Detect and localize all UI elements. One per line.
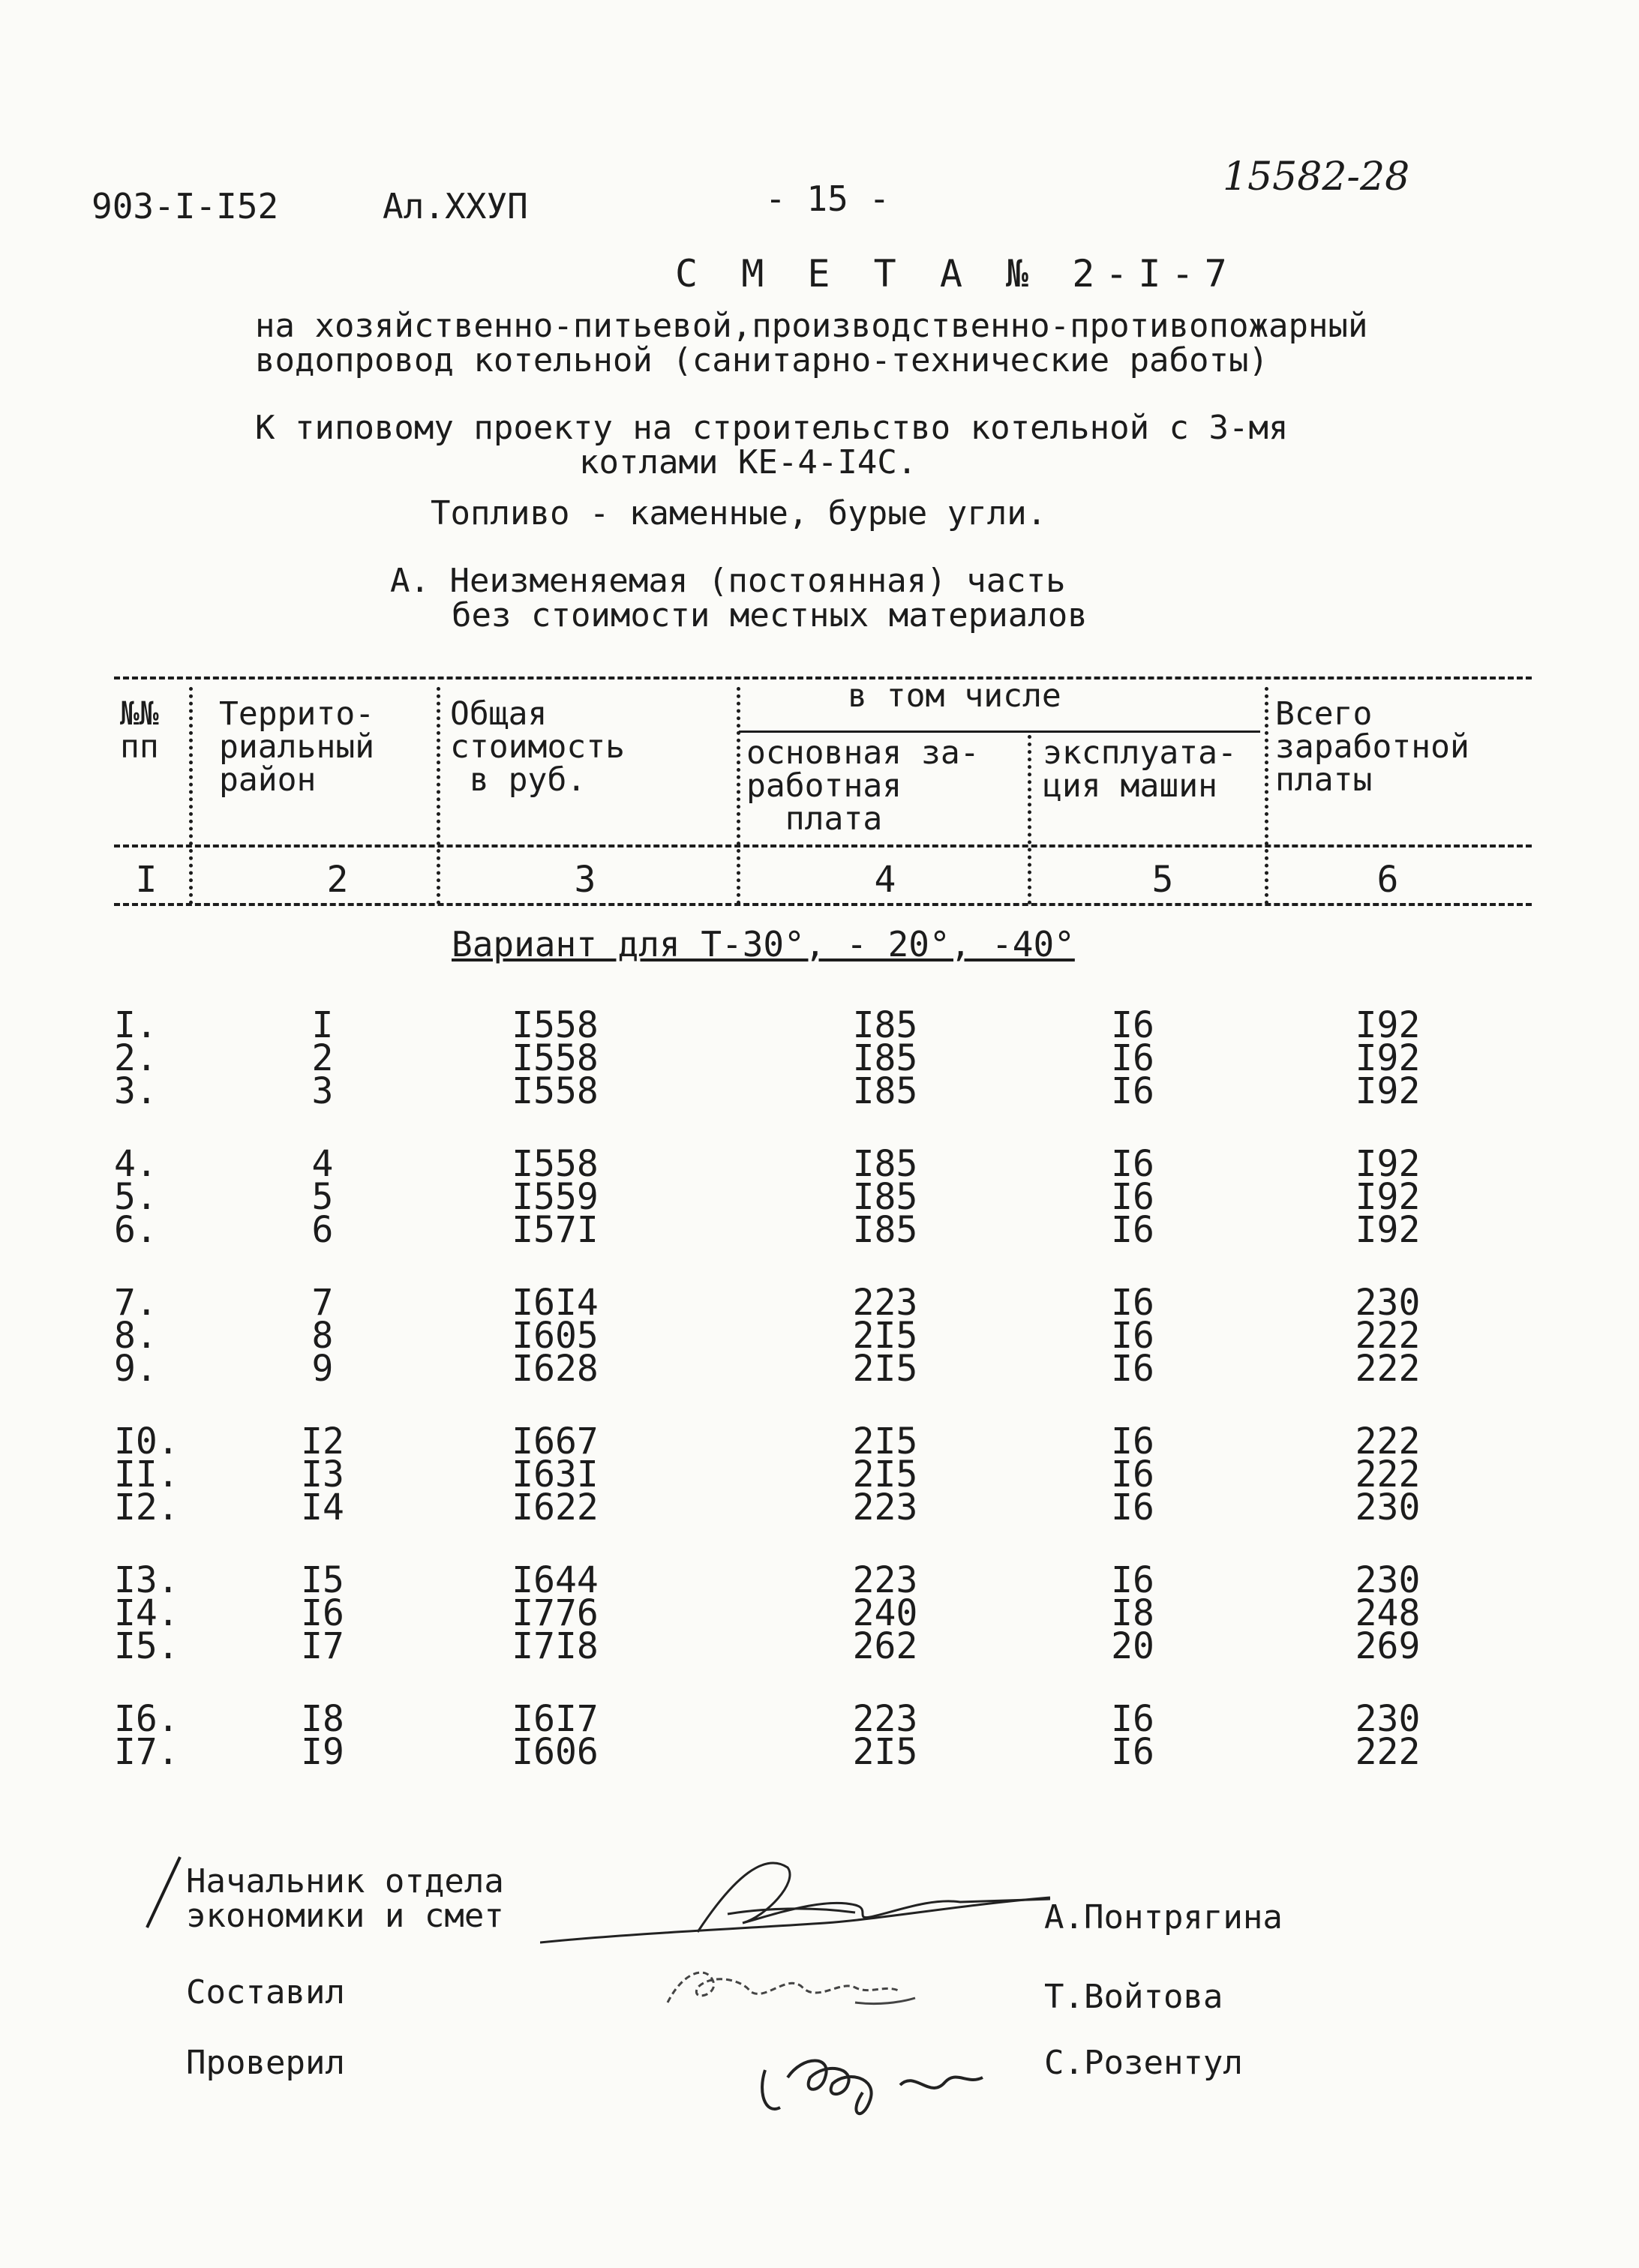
col-divider-5 bbox=[1265, 687, 1268, 904]
signature-head bbox=[540, 1845, 1065, 1965]
basic-wage-cell: I85 bbox=[852, 1004, 918, 1046]
doc-code: 903-I-I52 bbox=[92, 186, 279, 226]
total-cost-cell: I558 bbox=[512, 1143, 599, 1185]
total-cost-cell: I776 bbox=[512, 1592, 599, 1634]
variant-caption: Вариант для Т-30°, - 20°, -40° bbox=[452, 924, 1075, 964]
basic-wage-cell: I85 bbox=[852, 1209, 918, 1251]
row-number-cell: II. bbox=[114, 1454, 179, 1496]
region-cell: I6 bbox=[301, 1592, 344, 1634]
header-row-number: №№ пп bbox=[120, 695, 159, 766]
machine-operation-cell: I6 bbox=[1111, 1209, 1154, 1251]
col-divider-4 bbox=[1028, 735, 1031, 904]
region-cell: 8 bbox=[311, 1315, 334, 1357]
total-cost-cell: I622 bbox=[512, 1486, 599, 1528]
machine-operation-cell: I6 bbox=[1111, 1731, 1154, 1773]
row-number-cell: I5. bbox=[114, 1625, 179, 1667]
total-wages-cell: I92 bbox=[1355, 1176, 1421, 1218]
row-number-cell: I6. bbox=[114, 1698, 179, 1740]
total-wages-cell: 222 bbox=[1355, 1420, 1421, 1462]
header-territorial-region: Террито- риальный район bbox=[219, 695, 375, 799]
total-wages-cell: 222 bbox=[1355, 1454, 1421, 1496]
region-cell: I8 bbox=[301, 1698, 344, 1740]
col-divider-3 bbox=[737, 687, 740, 904]
header-bottom-rule bbox=[114, 903, 1532, 906]
machine-operation-cell: I6 bbox=[1111, 1004, 1154, 1046]
row-number-cell: I4. bbox=[114, 1592, 179, 1634]
corner-mark bbox=[141, 1852, 186, 1935]
column-number-2: 2 bbox=[326, 859, 349, 901]
head-role-line-2: экономики и смет bbox=[186, 1897, 504, 1935]
table-top-rule bbox=[114, 676, 1532, 680]
total-cost-cell: I559 bbox=[512, 1176, 599, 1218]
region-cell: 5 bbox=[311, 1176, 334, 1218]
total-wages-cell: I92 bbox=[1355, 1004, 1421, 1046]
machine-operation-cell: I6 bbox=[1111, 1070, 1154, 1112]
total-cost-cell: I558 bbox=[512, 1037, 599, 1079]
project-line-2: котлами КЕ-4-I4С. bbox=[579, 443, 917, 482]
total-cost-cell: I558 bbox=[512, 1070, 599, 1112]
region-cell: I5 bbox=[301, 1559, 344, 1601]
section-line-2: без стоимости местных материалов bbox=[452, 596, 1088, 634]
checked-label: Проверил bbox=[186, 2044, 345, 2082]
total-wages-cell: 269 bbox=[1355, 1625, 1421, 1667]
row-number-cell: I3. bbox=[114, 1559, 179, 1601]
basic-wage-cell: I85 bbox=[852, 1037, 918, 1079]
row-number-cell: I. bbox=[114, 1004, 158, 1046]
row-number-cell: 5. bbox=[114, 1176, 158, 1218]
total-wages-cell: I92 bbox=[1355, 1037, 1421, 1079]
column-number-3: 3 bbox=[574, 859, 596, 901]
document-title: С М Е Т А № 2-I-7 bbox=[675, 252, 1238, 296]
total-cost-cell: I6I4 bbox=[512, 1282, 599, 1324]
signature-compiler bbox=[660, 1950, 930, 2018]
row-number-cell: 7. bbox=[114, 1282, 158, 1324]
total-wages-cell: 230 bbox=[1355, 1698, 1421, 1740]
total-wages-cell: 248 bbox=[1355, 1592, 1421, 1634]
region-cell: 2 bbox=[311, 1037, 334, 1079]
col-divider-1 bbox=[189, 687, 193, 904]
basic-wage-cell: 223 bbox=[852, 1559, 918, 1601]
basic-wage-cell: 2I5 bbox=[852, 1454, 918, 1496]
total-cost-cell: I605 bbox=[512, 1315, 599, 1357]
section-line-1: А. Неизменяемая (постоянная) часть bbox=[390, 562, 1066, 600]
project-line-1: К типовому проекту на строительство котельной с 3-мя bbox=[255, 409, 1289, 447]
total-wages-cell: 222 bbox=[1355, 1315, 1421, 1357]
machine-operation-cell: I6 bbox=[1111, 1454, 1154, 1496]
header-machine-operation: эксплуата- ция машин bbox=[1043, 734, 1237, 805]
head-name: А.Понтрягина bbox=[1044, 1898, 1283, 1936]
total-cost-cell: I63I bbox=[512, 1454, 599, 1496]
head-role-line-1: Начальник отдела bbox=[186, 1862, 504, 1900]
region-cell: I3 bbox=[301, 1454, 344, 1496]
sheet-number: 15582-28 bbox=[1223, 154, 1410, 200]
region-cell: I4 bbox=[301, 1486, 344, 1528]
region-cell: 3 bbox=[311, 1070, 334, 1112]
machine-operation-cell: I6 bbox=[1111, 1143, 1154, 1185]
total-cost-cell: I57I bbox=[512, 1209, 599, 1251]
header-mid-rule bbox=[114, 844, 1532, 848]
region-cell: I2 bbox=[301, 1420, 344, 1462]
machine-operation-cell: I6 bbox=[1111, 1176, 1154, 1218]
row-number-cell: 2. bbox=[114, 1037, 158, 1079]
region-cell: 4 bbox=[311, 1143, 334, 1185]
basic-wage-cell: 223 bbox=[852, 1486, 918, 1528]
row-number-cell: 8. bbox=[114, 1315, 158, 1357]
total-wages-cell: 222 bbox=[1355, 1348, 1421, 1390]
total-wages-cell: I92 bbox=[1355, 1209, 1421, 1251]
machine-operation-cell: I6 bbox=[1111, 1486, 1154, 1528]
header-total-wages: Всего заработной платы bbox=[1275, 695, 1469, 799]
album-number: Ал.XXУП bbox=[383, 186, 528, 226]
column-number-5: 5 bbox=[1151, 859, 1174, 901]
region-cell: I bbox=[311, 1004, 334, 1046]
row-number-cell: I0. bbox=[114, 1420, 179, 1462]
fuel-line: Топливо - каменные, бурые угли. bbox=[431, 494, 1047, 532]
basic-wage-cell: I85 bbox=[852, 1143, 918, 1185]
basic-wage-cell: 262 bbox=[852, 1625, 918, 1667]
machine-operation-cell: I8 bbox=[1111, 1592, 1154, 1634]
basic-wage-cell: 2I5 bbox=[852, 1315, 918, 1357]
total-wages-cell: 222 bbox=[1355, 1731, 1421, 1773]
compiled-label: Составил bbox=[186, 1973, 345, 2012]
subtitle-line-2: водопровод котельной (санитарно-технические работы) bbox=[255, 341, 1269, 380]
header-basic-wage: основная за- работная плата bbox=[746, 734, 980, 838]
checked-name: С.Розентул bbox=[1044, 2044, 1243, 2082]
machine-operation-cell: I6 bbox=[1111, 1698, 1154, 1740]
total-wages-cell: I92 bbox=[1355, 1143, 1421, 1185]
subtitle-line-1: на хозяйственно-питьевой,производственно-противопожарный bbox=[255, 307, 1368, 345]
column-number-4: 4 bbox=[874, 859, 896, 901]
total-cost-cell: I667 bbox=[512, 1420, 599, 1462]
total-cost-cell: I606 bbox=[512, 1731, 599, 1773]
total-wages-cell: 230 bbox=[1355, 1486, 1421, 1528]
basic-wage-cell: 223 bbox=[852, 1282, 918, 1324]
total-cost-cell: I644 bbox=[512, 1559, 599, 1601]
row-number-cell: 3. bbox=[114, 1070, 158, 1112]
compiled-name: Т.Войтова bbox=[1044, 1978, 1223, 2016]
region-cell: I7 bbox=[301, 1625, 344, 1667]
group-underline bbox=[739, 730, 1260, 733]
region-cell: 6 bbox=[311, 1209, 334, 1251]
total-cost-cell: I7I8 bbox=[512, 1625, 599, 1667]
basic-wage-cell: 2I5 bbox=[852, 1731, 918, 1773]
machine-operation-cell: I6 bbox=[1111, 1348, 1154, 1390]
column-number-6: 6 bbox=[1376, 859, 1399, 901]
basic-wage-cell: 240 bbox=[852, 1592, 918, 1634]
machine-operation-cell: I6 bbox=[1111, 1282, 1154, 1324]
row-number-cell: 9. bbox=[114, 1348, 158, 1390]
machine-operation-cell: I6 bbox=[1111, 1037, 1154, 1079]
col-divider-2 bbox=[437, 687, 440, 904]
region-cell: I9 bbox=[301, 1731, 344, 1773]
row-number-cell: 6. bbox=[114, 1209, 158, 1251]
region-cell: 7 bbox=[311, 1282, 334, 1324]
total-cost-cell: I628 bbox=[512, 1348, 599, 1390]
machine-operation-cell: I6 bbox=[1111, 1420, 1154, 1462]
total-cost-cell: I558 bbox=[512, 1004, 599, 1046]
region-cell: 9 bbox=[311, 1348, 334, 1390]
column-number-1: I bbox=[135, 859, 158, 901]
machine-operation-cell: I6 bbox=[1111, 1559, 1154, 1601]
row-number-cell: 4. bbox=[114, 1143, 158, 1185]
total-wages-cell: 230 bbox=[1355, 1282, 1421, 1324]
basic-wage-cell: I85 bbox=[852, 1176, 918, 1218]
total-cost-cell: I6I7 bbox=[512, 1698, 599, 1740]
row-number-cell: I7. bbox=[114, 1731, 179, 1773]
row-number-cell: I2. bbox=[114, 1486, 179, 1528]
basic-wage-cell: I85 bbox=[852, 1070, 918, 1112]
machine-operation-cell: I6 bbox=[1111, 1315, 1154, 1357]
basic-wage-cell: 2I5 bbox=[852, 1348, 918, 1390]
basic-wage-cell: 2I5 bbox=[852, 1420, 918, 1462]
signature-checker bbox=[750, 2025, 1005, 2130]
basic-wage-cell: 223 bbox=[852, 1698, 918, 1740]
header-total-cost: Общая стоимость в руб. bbox=[450, 695, 625, 799]
header-group-including: в том числе bbox=[848, 677, 1061, 715]
total-wages-cell: I92 bbox=[1355, 1070, 1421, 1112]
total-wages-cell: 230 bbox=[1355, 1559, 1421, 1601]
page-number: - 15 - bbox=[765, 178, 890, 219]
machine-operation-cell: 20 bbox=[1111, 1625, 1154, 1667]
